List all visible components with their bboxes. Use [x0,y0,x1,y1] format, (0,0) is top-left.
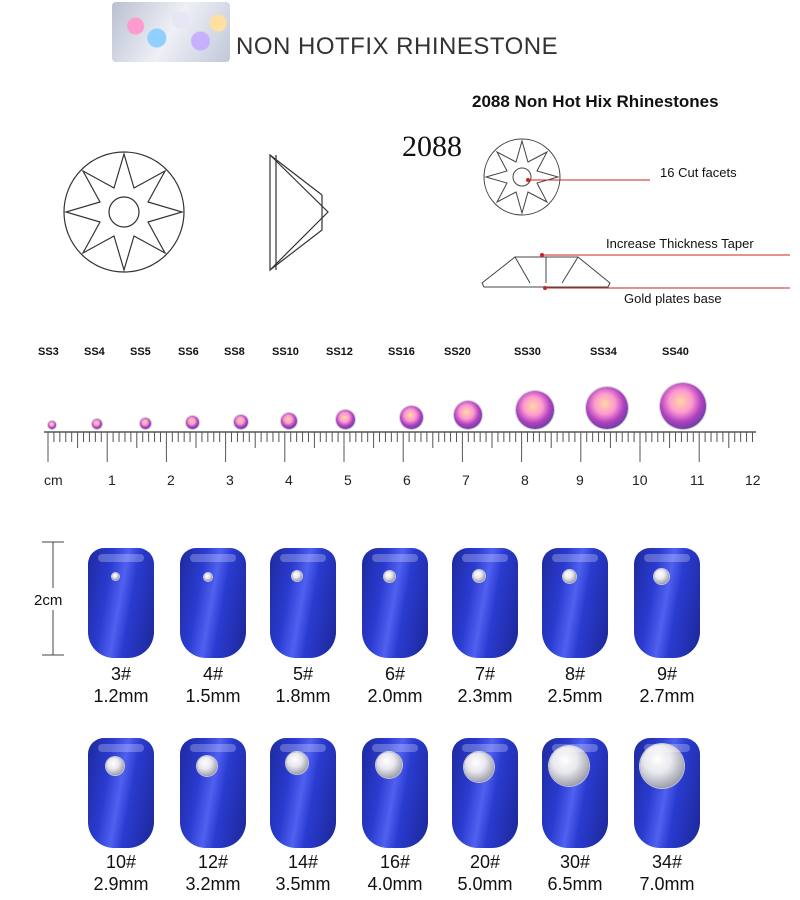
size-number: 34# [651,852,683,872]
size-number: 30# [559,852,591,872]
ruler-number: 8 [521,472,529,488]
size-label: SS5 [130,346,151,358]
ruler-number: 6 [403,472,411,488]
size-number: 16# [379,852,411,872]
ruler-unit: cm [44,472,63,488]
rhinestone [92,419,102,429]
size-label: SS4 [84,346,105,358]
model-number: 2088 [402,130,462,163]
rhinestone [234,415,248,429]
size-number: 8# [564,664,586,684]
size-label: SS8 [224,346,245,358]
ruler-number: 5 [344,472,352,488]
scale-label: 2cm [34,592,63,609]
nail-sample [452,738,518,848]
size-number: 6# [384,664,406,684]
size-number: 12# [197,852,229,872]
size-mm: 2.0mm [367,686,423,706]
ruler-number: 10 [632,472,648,488]
size-number: 7# [474,664,496,684]
size-mm: 7.0mm [639,874,695,894]
size-mm: 3.2mm [185,874,241,894]
diagram-subtitle: 2088 Non Hot Hix Rhinestones [472,92,719,111]
size-number: 20# [469,852,501,872]
ruler-number: 12 [745,472,761,488]
size-label: SS12 [326,346,353,358]
rhinestone [292,571,302,581]
callout-diagram [470,135,800,310]
nail-sample [362,548,428,658]
size-mm: 3.5mm [275,874,331,894]
rhinestone [336,410,355,429]
base-callout: Gold plates base [624,291,722,306]
nail-sample [634,738,700,848]
stone-side-view [270,155,328,270]
size-mm: 2.3mm [457,686,513,706]
nail-sample [634,548,700,658]
size-mm: 1.5mm [185,686,241,706]
size-label: SS40 [662,346,689,358]
size-mm: 6.5mm [547,874,603,894]
size-number: 5# [292,664,314,684]
rhinestone [464,752,494,782]
size-number: 10# [105,852,137,872]
size-label: SS16 [388,346,415,358]
rhinestone [112,573,119,580]
product-photo [112,2,230,62]
ruler-number: 7 [462,472,470,488]
size-mm: 2.9mm [93,874,149,894]
nail-sample [452,548,518,658]
nail-sample [270,738,336,848]
size-mm: 2.7mm [639,686,695,706]
rhinestone [376,752,402,778]
rhinestone [140,418,151,429]
size-label: SS10 [272,346,299,358]
page-title: NON HOTFIX RHINESTONE [236,33,559,60]
nail-sample [362,738,428,848]
nail-sample [88,548,154,658]
nail-sample [180,738,246,848]
size-label: SS30 [514,346,541,358]
rhinestone [204,573,212,581]
rhinestone [48,421,56,429]
rhinestone [640,744,684,788]
ruler-number: 2 [167,472,175,488]
facets-callout: 16 Cut facets [660,165,737,180]
rhinestone [286,752,308,774]
stone-top-view [64,152,184,272]
size-label: SS34 [590,346,617,358]
rhinestone [454,401,482,429]
stone-diagram [60,150,350,275]
size-label: SS3 [38,346,59,358]
ruler-number: 9 [576,472,584,488]
size-mm: 1.8mm [275,686,331,706]
size-number: 14# [287,852,319,872]
small-stone-side [482,257,610,287]
rhinestone [186,416,199,429]
size-mm: 2.5mm [547,686,603,706]
size-mm: 4.0mm [367,874,423,894]
size-number: 4# [202,664,224,684]
rhinestone [106,757,124,775]
ruler-number: 1 [108,472,116,488]
nail-sample [542,738,608,848]
size-mm: 5.0mm [457,874,513,894]
rhinestone [586,387,628,429]
ruler-number: 3 [226,472,234,488]
rhinestone [197,756,217,776]
rhinestone [549,746,589,786]
rhinestone [473,570,485,582]
size-mm: 1.2mm [93,686,149,706]
rhinestone [654,569,669,584]
nail-sample [88,738,154,848]
ruler-number: 4 [285,472,293,488]
taper-callout: Increase Thickness Taper [606,236,754,251]
size-label: SS6 [178,346,199,358]
size-label: SS20 [444,346,471,358]
rhinestone [400,406,423,429]
rhinestone [516,391,554,429]
rhinestone [281,413,297,429]
rhinestone [563,570,576,583]
rhinestone [660,383,706,429]
rhinestone [384,571,395,582]
nail-sample [542,548,608,658]
small-stone-top [484,139,560,215]
nail-sample [180,548,246,658]
ruler-number: 11 [690,472,705,488]
size-number: 3# [110,664,132,684]
nail-sample [270,548,336,658]
size-number: 9# [656,664,678,684]
